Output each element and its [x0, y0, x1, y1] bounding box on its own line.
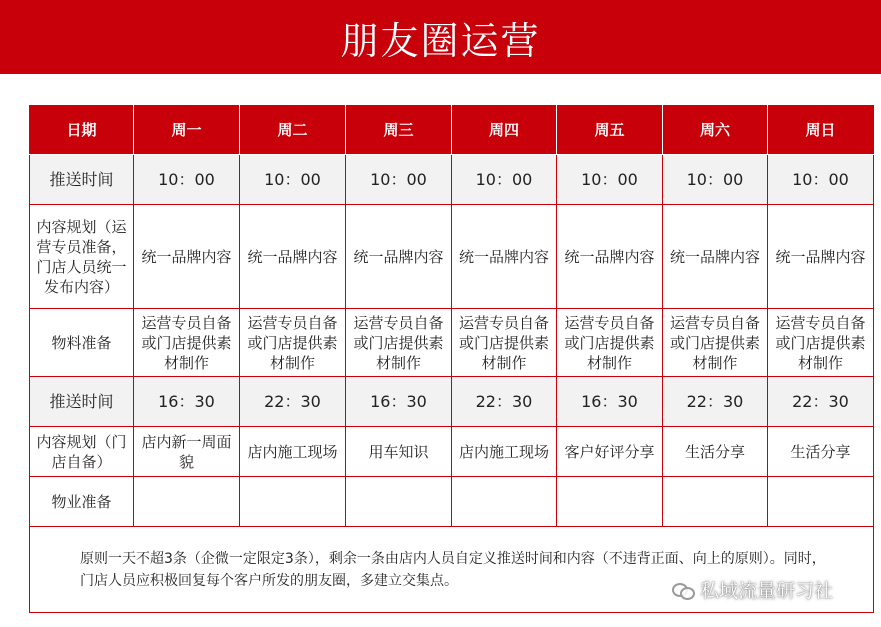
table-cell: 客户好评分享 [557, 427, 663, 477]
row-label: 内容规划（运营专员准备，门店人员统一发布内容） [30, 205, 134, 309]
table-cell: 10：00 [557, 155, 663, 205]
table-row [30, 205, 874, 309]
table-cell: 10：00 [768, 155, 874, 205]
table-cell: 店内施工现场 [452, 427, 557, 477]
header-mon: 周一 [134, 106, 240, 155]
row-label: 推送时间 [30, 377, 134, 427]
table-cell [346, 477, 452, 527]
page-title: 朋友圈运营 [340, 18, 541, 63]
row-label: 物料准备 [30, 309, 134, 377]
table-cell [240, 477, 346, 527]
table-cell: 运营专员自备或门店提供素材制作 [663, 309, 768, 377]
table-cell: 统一品牌内容 [240, 205, 346, 309]
table-row [30, 477, 874, 527]
table-cell [768, 477, 874, 527]
header-sat: 周六 [663, 106, 768, 155]
table-cell: 统一品牌内容 [557, 205, 663, 309]
table-cell: 统一品牌内容 [346, 205, 452, 309]
table-cell: 运营专员自备或门店提供素材制作 [346, 309, 452, 377]
table-cell: 统一品牌内容 [452, 205, 557, 309]
header-row [30, 106, 874, 155]
table-cell: 店内新一周面貌 [134, 427, 240, 477]
table-cell [134, 477, 240, 527]
table-cell: 10：00 [663, 155, 768, 205]
title-banner [0, 0, 881, 74]
table-cell: 运营专员自备或门店提供素材制作 [768, 309, 874, 377]
principle-note: 原则一天不超3条（企微一定限定3条），剩余一条由店内人员自定义推送时间和内容（不违背正面、向上的原则）。同时，门店人员应积极回复每个客户所发的朋友圈，多建立交集点。 [30, 527, 874, 613]
table-cell: 生活分享 [663, 427, 768, 477]
header-thu: 周四 [452, 106, 557, 155]
wechat-icon [672, 581, 694, 599]
table-cell: 10：00 [452, 155, 557, 205]
table-cell: 22：30 [452, 377, 557, 427]
table-cell: 22：30 [663, 377, 768, 427]
table-row [30, 377, 874, 427]
table-row [30, 155, 874, 205]
row-label: 内容规划（门店自备） [30, 427, 134, 477]
header-fri: 周五 [557, 106, 663, 155]
table-cell [452, 477, 557, 527]
table-cell [557, 477, 663, 527]
table-cell: 运营专员自备或门店提供素材制作 [240, 309, 346, 377]
header-tue: 周二 [240, 106, 346, 155]
watermark [672, 576, 833, 603]
table-cell [663, 477, 768, 527]
table-row [30, 309, 874, 377]
schedule-table [29, 105, 874, 613]
row-label: 物业准备 [30, 477, 134, 527]
table-cell: 16：30 [134, 377, 240, 427]
watermark-text: 私域流量研习社 [700, 580, 834, 602]
header-sun: 周日 [768, 106, 874, 155]
header-date: 日期 [30, 106, 134, 155]
table-cell: 10：00 [346, 155, 452, 205]
table-cell: 运营专员自备或门店提供素材制作 [452, 309, 557, 377]
header-wed: 周三 [346, 106, 452, 155]
row-label: 推送时间 [30, 155, 134, 205]
table-cell: 10：00 [240, 155, 346, 205]
table-cell: 22：30 [240, 377, 346, 427]
table-cell: 运营专员自备或门店提供素材制作 [134, 309, 240, 377]
table-cell: 统一品牌内容 [768, 205, 874, 309]
table-cell: 22：30 [768, 377, 874, 427]
table-cell: 16：30 [557, 377, 663, 427]
table-cell: 10：00 [134, 155, 240, 205]
table-cell: 用车知识 [346, 427, 452, 477]
table-row [30, 427, 874, 477]
table-cell: 运营专员自备或门店提供素材制作 [557, 309, 663, 377]
table-cell: 生活分享 [768, 427, 874, 477]
table-cell: 16：30 [346, 377, 452, 427]
table-cell: 统一品牌内容 [663, 205, 768, 309]
table-cell: 店内施工现场 [240, 427, 346, 477]
table-cell: 统一品牌内容 [134, 205, 240, 309]
